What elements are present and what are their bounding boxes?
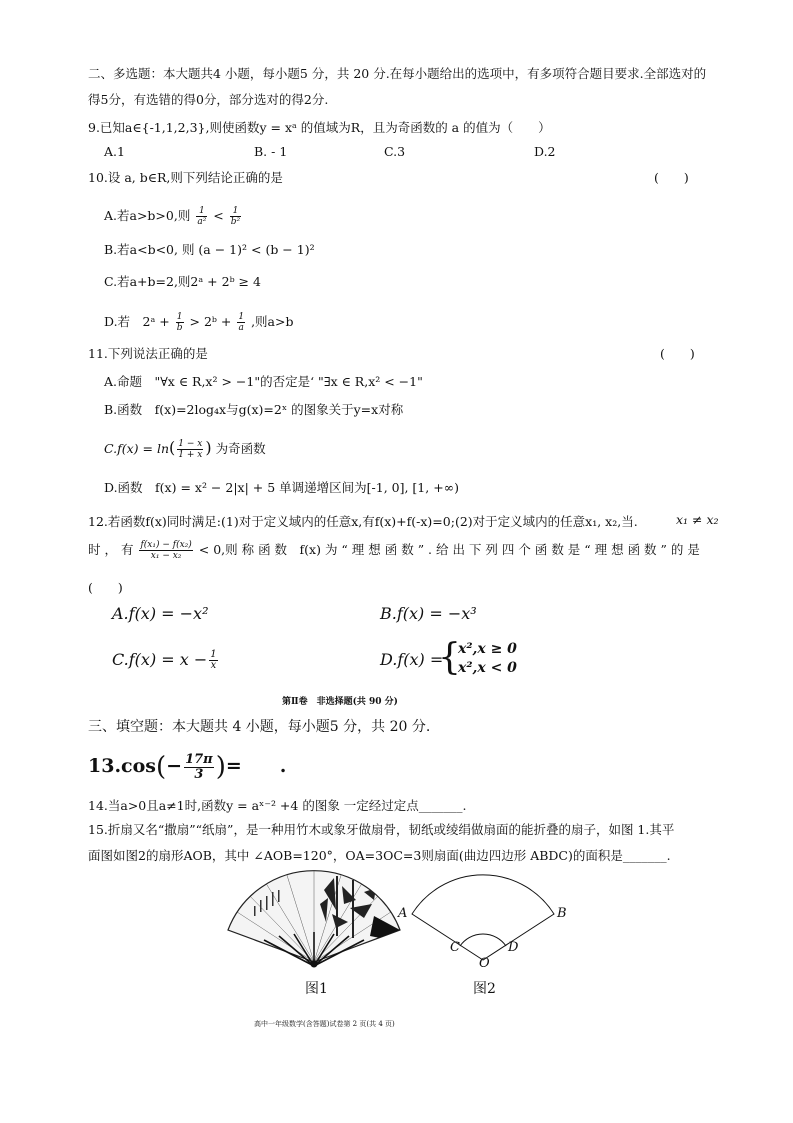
- folding-fan-figure: [224, 870, 404, 970]
- part2-title: 第Ⅱ卷 非选择题(共 90 分): [282, 697, 398, 707]
- q12-d-case1: x²,x ≥ 0: [458, 641, 517, 657]
- q10-option-b: B.若a<b<0, 则 (a − 1)² < (b − 1)²: [104, 242, 315, 257]
- q15-line2: 面图如图2的扇形AOB，其中 ∠AOB=120°，OA=3OC=3则扇面(曲边四边形 ABDC)的面积是_______.: [88, 848, 671, 863]
- q11-c-frac: $\frac{1 - x}{1 + x}$: [178, 439, 203, 460]
- q10-d-frac2: $\frac{1}{a}$: [238, 312, 245, 333]
- point-b-label: B: [557, 906, 567, 921]
- q11-c-post: 为奇函数: [215, 441, 266, 456]
- q12-line1: 12.若函数f(x)同时满足:(1)对于定义域内的任意x,有f(x)+f(-x)=0;(2)对于定义域内的任意x₁, x₂,当.: [88, 514, 638, 529]
- q12-d-case2: x²,x < 0: [458, 660, 517, 676]
- q12-option-d: D.f(x) =: [380, 650, 444, 669]
- q10-a-prefix: A.若a>b>0,则: [104, 208, 191, 223]
- q9-option-d: D.2: [534, 144, 556, 159]
- q12-line2-frac: $\frac{\text{f(x₁) − f(x₂)}}{\text{x₁ − x₂}}$: [140, 540, 192, 561]
- q10-d-frac1: $\frac{1}{b}$: [176, 312, 183, 333]
- q11-c-prefix: C.f(x) = ln: [104, 441, 169, 456]
- q12-line1-tail: x₁ ≠ x₂: [676, 512, 719, 527]
- q12-d-brace: {: [438, 637, 461, 678]
- point-c-label: C: [450, 940, 460, 955]
- q10-a-frac1: $\frac{1}{\text{a²}}$: [197, 206, 207, 227]
- q12-line3: ( ): [88, 580, 123, 595]
- q13: 13.cos(− $\frac{17\pi}{3}$ )= .: [88, 751, 287, 782]
- q10-option-d: [104, 312, 293, 333]
- point-d-label: D: [508, 940, 519, 955]
- point-a-label: A: [398, 906, 408, 921]
- figure1-caption: 图1: [305, 981, 328, 997]
- figure2-caption: 图2: [473, 981, 496, 997]
- q12-option-b: B.f(x) = −x³: [380, 604, 477, 623]
- q11-option-b: B.函数 f(x)=2log₄x与g(x)=2ˣ 的图象关于y=x对称: [104, 402, 404, 417]
- point-o-label: O: [479, 956, 490, 971]
- q10-stem: 10.设 a, b∈R,则下列结论正确的是: [88, 170, 283, 185]
- section3-header: 三、填空题：本大题共 4 小题，每小题5 分，共 20 分.: [88, 719, 431, 735]
- q9-option-a: A.1: [104, 144, 125, 159]
- q11-option-d: D.函数 f(x) = x² − 2|x| + 5 单调递增区间为[-1, 0], [1, +∞): [104, 480, 459, 495]
- q11-paren: ( ): [660, 346, 695, 361]
- q12-option-a: A.f(x) = −x²: [112, 604, 209, 623]
- q11-option-c: C.f(x) = ln( $\frac{1 - x}{1 + x}$ ) 为奇函数: [104, 438, 266, 460]
- section2-line2: 得5分，有选错的得0分，部分选对的得2分.: [88, 92, 329, 107]
- page-footer: 高中一年级数学(含答题)试卷第 2 页(共 4 页): [254, 1020, 395, 1028]
- q9-option-b: B. - 1: [254, 144, 288, 159]
- q12-line2-post: < 0,则 称 函 数 f(x) 为 “ 理 想 函 数 ” . 给 出 下 列 四 个 函 数 是 “ 理 想 函 数 ” 的 是: [198, 542, 700, 557]
- q12-line2: [88, 540, 700, 561]
- q14: 14.当a>0且a≠1时,函数y = aˣ⁻² +4 的图象 一定经过定点_______.: [88, 798, 467, 813]
- q11-stem: 11.下列说法正确的是: [88, 346, 208, 361]
- q10-d-post: ,则a>b: [251, 314, 294, 329]
- q10-a-frac2: $\frac{1}{\text{b²}}$: [230, 206, 241, 227]
- q10-a-relation: <: [213, 208, 224, 223]
- section2-line1: 二、多选题：本大题共4 小题，每小题5 分，共 20 分.在每小题给出的选项中，有多项符合题目要求.全部选对的: [88, 66, 707, 81]
- q10-d-prefix: D.若 2ᵃ +: [104, 314, 170, 329]
- q15-line1: 15.折扇又名“撒扇”“纸扇”，是一种用竹木或象牙做扇骨，韧纸或绫绢做扇面的能折叠的扇子，如图 1.其平: [88, 822, 675, 837]
- q10-option-a: [104, 206, 243, 227]
- q11-option-a: A.命题 "∀x ∈ R,x² > −1"的否定是‘ "∃x ∈ R,x² < −1": [104, 374, 423, 389]
- q10-option-c: C.若a+b=2,则2ᵃ + 2ᵇ ≥ 4: [104, 274, 261, 289]
- q9-stem: 9.已知a∈{-1,1,2,3},则使函数y = xᵃ 的值域为R，且为奇函数的 a 的值为（ ）: [88, 120, 551, 135]
- q12-line2-prefix: 时 ， 有: [88, 542, 134, 557]
- q9-option-c: C.3: [384, 144, 406, 159]
- q10-paren: ( ): [654, 170, 689, 185]
- q12-option-c: C.f(x) = x − $\frac{1}{x}$: [112, 649, 217, 671]
- q10-d-mid: > 2ᵇ +: [189, 314, 232, 329]
